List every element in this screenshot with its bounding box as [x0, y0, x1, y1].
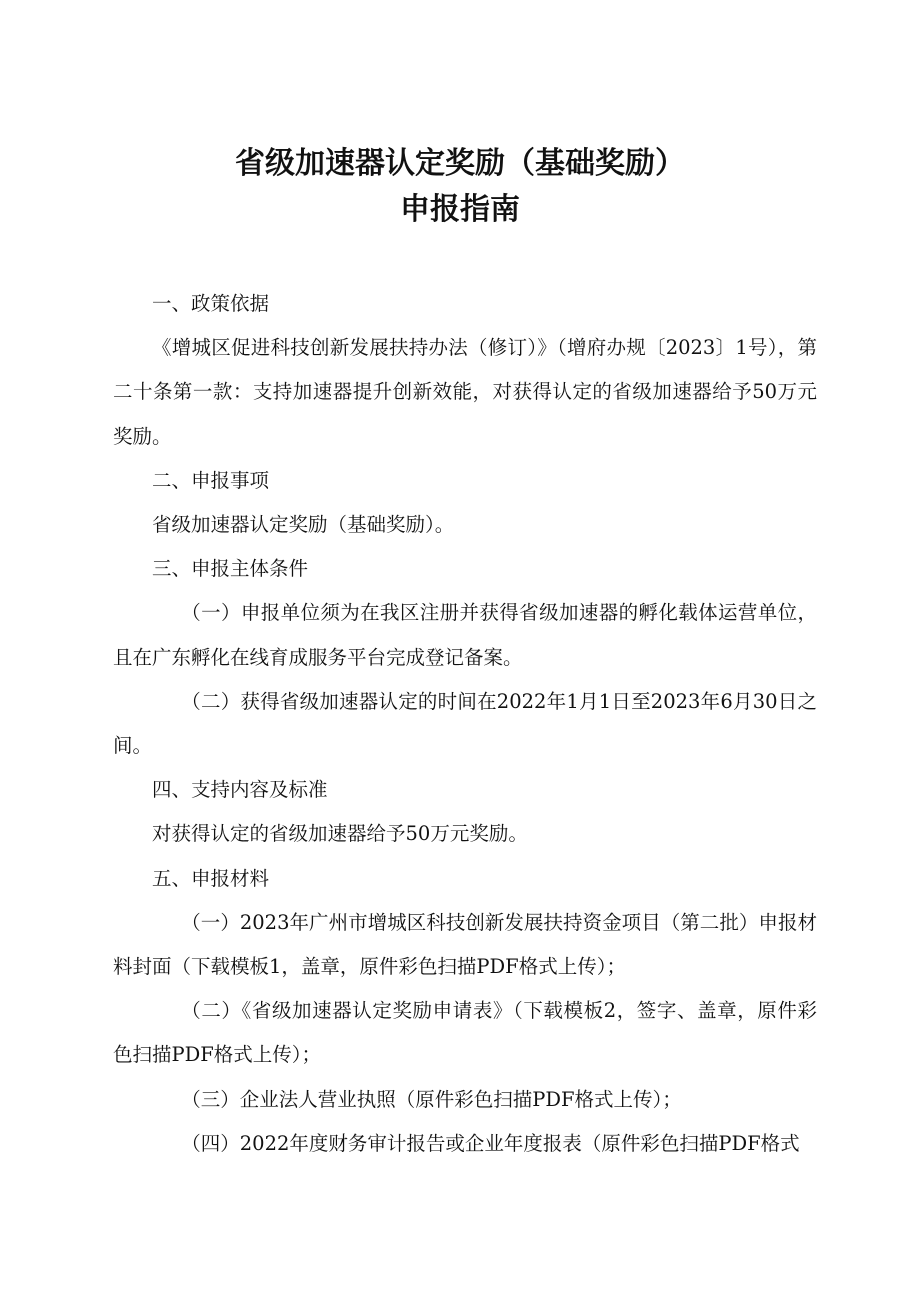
paragraph-support-standard: 对获得认定的省级加速器给予50万元奖励。 — [152, 822, 528, 846]
document-body — [113, 282, 817, 1166]
paragraph-material-4: （四）2022年度财务审计报告或企业年度报表（原件彩色扫描PDF格式 — [181, 1131, 800, 1155]
section-heading-application-materials: 五、申报材料 — [152, 866, 270, 890]
document-title: 省级加速器认定奖励（基础奖励） — [235, 146, 685, 181]
section-heading-application-item: 二、申报事项 — [152, 468, 270, 492]
paragraph-material-1: （一）2023年广州市增城区科技创新发展扶持资金项目（第二批）申报材料封面（下载模板1，盖章，原件彩色扫描PDF格式上传）； — [113, 910, 817, 979]
paragraph-material-3: （三）企业法人营业执照（原件彩色扫描PDF格式上传）； — [181, 1087, 682, 1111]
section-heading-applicant-conditions: 三、申报主体条件 — [152, 557, 309, 581]
paragraph-condition-1: （一）申报单位须为在我区注册并获得省级加速器的孵化载体运营单位，且在广东孵化在线育成服务平台完成登记备案。 — [113, 601, 817, 669]
paragraph-application-item: 省级加速器认定奖励（基础奖励）。 — [152, 513, 455, 537]
paragraph-policy-basis: 《增城区促进科技创新发展扶持办法（修订）》（增府办规〔2023〕1号），第二十条第一款：支持加速器提升创新效能，对获得认定的省级加速器给予50万元奖励。 — [113, 336, 817, 448]
document-subtitle: 申报指南 — [400, 192, 520, 227]
section-heading-policy-basis: 一、政策依据 — [152, 292, 270, 315]
paragraph-condition-2: （二）获得省级加速器认定的时间在2022年1月1日至2023年6月30日之间。 — [113, 689, 817, 758]
paragraph-material-2: （二）《省级加速器认定奖励申请表》（下载模板2，签字、盖章，原件彩色扫描PDF格式上传）； — [113, 999, 817, 1067]
section-heading-support-standard: 四、支持内容及标准 — [152, 778, 328, 802]
